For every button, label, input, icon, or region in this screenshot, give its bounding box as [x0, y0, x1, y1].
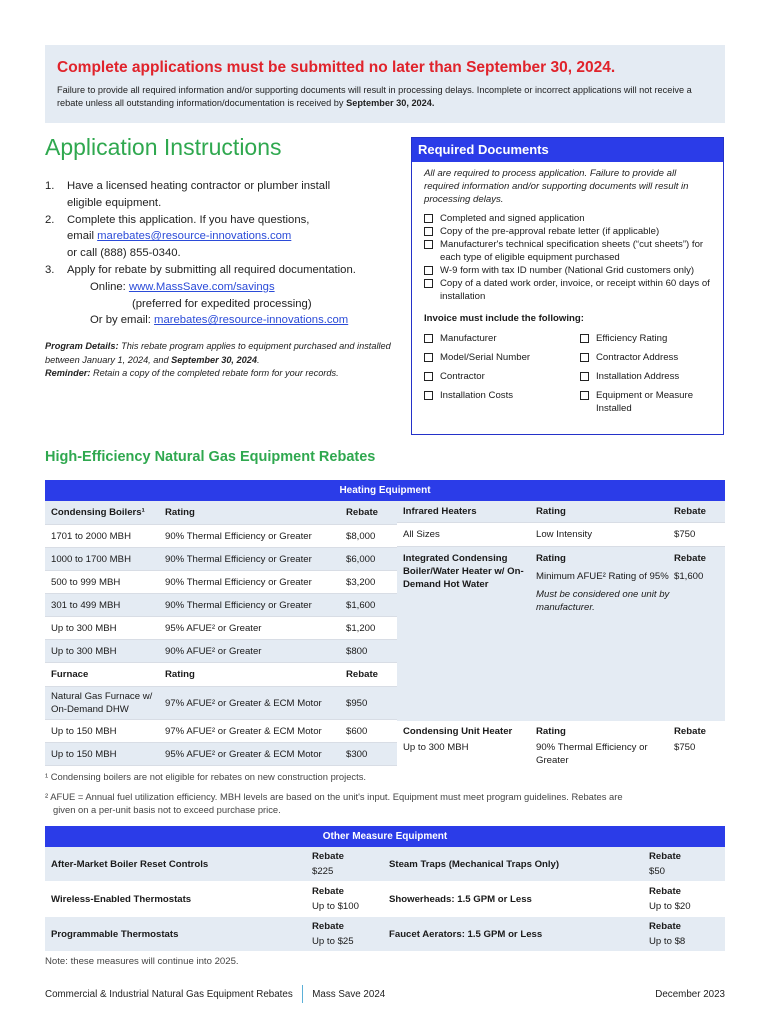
table-cell: 500 to 999 MBH [51, 576, 121, 588]
invoice-label: Equipment or Measure Installed [596, 389, 694, 414]
deadline-body-text: Failure to provide all required information and/or supporting documents will result in processing delays. Incomplete or incorrect applications will not receive a rebate unless all outstanding information/documentation is received by [57, 85, 692, 108]
rebate-label: Rebate [649, 886, 681, 897]
reminder-text: Retain a copy of the completed rebate form for your records. [90, 368, 339, 378]
checklist-label: Completed and signed application [440, 212, 585, 224]
step-1 [45, 178, 400, 195]
table-row [45, 617, 397, 640]
rebate-label: Rebate [312, 921, 344, 932]
checkbox-icon[interactable] [424, 279, 433, 288]
table-cell: Must be considered one unit by manufacturer. [536, 589, 670, 613]
table-row [45, 687, 397, 720]
column-header: Integrated Condensing Boiler/Water Heater w/ On-Demand Hot Water [403, 553, 524, 590]
measure-rebate [312, 919, 381, 949]
deadline-headline: Complete applications must be submitted no later than September 30, 2024. [57, 59, 616, 76]
checkbox-icon[interactable] [424, 240, 433, 249]
footnote-2 [45, 790, 725, 816]
invoice-checklist [412, 324, 723, 415]
checkbox-icon[interactable] [580, 353, 589, 362]
program-text: This rebate program applies to equipment purchased and installed between January 1, 2024, and [45, 341, 391, 365]
table-cell: Up to 150 MBH [51, 748, 117, 760]
invoice-label: Efficiency Rating [596, 332, 668, 344]
table-row [397, 523, 725, 547]
table-row [45, 720, 397, 743]
checkbox-icon[interactable] [580, 391, 589, 400]
checkbox-icon[interactable] [424, 372, 433, 381]
invoice-item[interactable] [580, 389, 720, 415]
table-cell: $8,000 [346, 530, 376, 542]
rebate-value: Up to $8 [649, 936, 686, 947]
table-cell: 1701 to 2000 MBH [51, 530, 132, 542]
furnace-header-row [45, 663, 397, 687]
table-cell: Up to 300 MBH [403, 742, 469, 753]
step-text: Complete this application. If you have questions, [67, 213, 310, 226]
checklist-label: W-9 form with tax ID number (National Grid customers only) [440, 264, 695, 276]
rebate-value: $50 [649, 866, 666, 877]
step-number: 3. [45, 263, 55, 276]
table-cell: Natural Gas Furnace w/ On-Demand DHW [51, 691, 153, 715]
measure-rebate [649, 919, 725, 949]
table-cell: Up to 300 MBH [51, 645, 117, 657]
table-row [45, 882, 725, 917]
rebates-section-title: High-Efficiency Natural Gas Equipment Rebates [45, 449, 376, 465]
column-header: Rating [536, 726, 566, 737]
table-cell: 95% AFUE² or Greater & ECM Motor [165, 748, 322, 760]
checkbox-icon[interactable] [424, 334, 433, 343]
table-cell: 90% Thermal Efficiency or Greater [165, 530, 312, 542]
online-prefix: Online: [90, 280, 129, 293]
column-header: Furnace [51, 669, 89, 680]
table-row [45, 847, 725, 882]
required-documents-list [412, 207, 723, 303]
column-header: Rating [536, 553, 566, 564]
table-cell: $750 [674, 742, 696, 753]
step-2 [45, 212, 400, 229]
table-cell: $600 [346, 725, 368, 737]
checklist-label: Manufacturer's technical specification sheets (“cut sheets”) for each type of eligible equipment purchased [440, 238, 704, 263]
column-header: Rebate [674, 726, 706, 737]
invoice-item[interactable] [424, 370, 580, 383]
step-number: 1. [45, 180, 55, 192]
email-prefix: Or by email: [90, 314, 155, 327]
checkbox-icon[interactable] [424, 353, 433, 362]
checklist-item[interactable] [424, 277, 711, 303]
table-row [45, 917, 725, 952]
column-header: Condensing Boilers¹ [51, 507, 145, 518]
table-cell: Up to 300 MBH [51, 622, 117, 634]
integrated-rating-cell [536, 552, 674, 721]
footer-divider [302, 985, 304, 1003]
invoice-label: Installation Address [596, 370, 680, 382]
table-cell: $800 [346, 645, 368, 657]
column-header: Rating [165, 507, 195, 518]
checkbox-icon[interactable] [424, 227, 433, 236]
table-cell: $750 [674, 529, 696, 540]
table-row [45, 548, 397, 571]
checklist-item[interactable] [424, 264, 711, 277]
checklist-label: Copy of the pre-approval rebate letter (if applicable) [440, 225, 660, 237]
table-cell: Up to 150 MBH [51, 725, 117, 737]
column-header: Rating [165, 669, 195, 680]
invoice-item[interactable] [424, 389, 580, 415]
footnote-2-line: given on a per-unit basis not to exceed purchase price. [53, 804, 281, 815]
invoice-label: Contractor Address [596, 351, 679, 363]
step-text: Apply for rebate by submitting all required documentation. [67, 263, 356, 276]
invoice-label: Manufacturer [440, 332, 497, 344]
checklist-item[interactable] [424, 238, 711, 264]
required-documents-intro: All are required to process application. Failure to provide all required information and/or supporting documents will result in processing delays. [424, 168, 689, 206]
table-cell: 1000 to 1700 MBH [51, 553, 132, 565]
step-text: eligible equipment. [67, 196, 162, 209]
table-cell: 90% Thermal Efficiency or Greater [165, 576, 312, 588]
invoice-item[interactable] [424, 332, 580, 345]
footer-program: Mass Save 2024 [312, 988, 386, 1000]
unit-heater-rebate-cell [674, 725, 725, 766]
column-header: Rebate [346, 507, 378, 518]
footer-document-title: Commercial & Industrial Natural Gas Equipment Rebates [45, 988, 293, 1000]
step-text: or call (888) 855-0340. [67, 247, 181, 260]
boiler-header-row [45, 501, 397, 525]
rebate-value: Up to $20 [649, 901, 691, 912]
table-cell: 90% Thermal Efficiency or Greater [536, 742, 648, 766]
email-link[interactable]: marebates@resource-innovations.com [154, 314, 349, 327]
unit-heater-name-cell [397, 725, 536, 766]
measure-name: Faucet Aerators: 1.5 GPM or Less [389, 928, 543, 940]
table-cell: $1,600 [346, 599, 376, 611]
integrated-boiler-block [397, 547, 725, 721]
table-cell: 90% Thermal Efficiency or Greater [165, 553, 312, 565]
table-cell: $300 [346, 748, 368, 760]
checklist-item[interactable] [424, 225, 711, 238]
checkbox-icon[interactable] [424, 214, 433, 223]
measure-rebate [312, 849, 381, 879]
table-cell: 97% AFUE² or Greater & ECM Motor [165, 697, 322, 709]
rebate-value: Up to $100 [312, 901, 359, 912]
invoice-item[interactable] [580, 351, 720, 364]
measure-rebate [649, 884, 725, 914]
online-note: (preferred for expedited processing) [132, 297, 312, 310]
measure-name: Showerheads: 1.5 GPM or Less [389, 893, 532, 905]
table-row [45, 525, 397, 548]
email-submission [45, 312, 400, 329]
unit-heater-rating-cell [536, 725, 674, 766]
rebate-label: Rebate [649, 851, 681, 862]
invoice-item[interactable] [580, 370, 720, 383]
masssave-link[interactable]: www.MassSave.com/savings [128, 280, 275, 293]
column-header: Rebate [346, 669, 378, 680]
measure-name: Wireless-Enabled Thermostats [51, 893, 192, 905]
step-text: Have a licensed heating contractor or plumber install [67, 180, 331, 192]
invoice-label: Model/Serial Number [440, 351, 531, 363]
table-row [45, 743, 397, 766]
invoice-item[interactable] [424, 351, 580, 364]
step-2-email [45, 228, 400, 245]
invoice-label: Contractor [440, 370, 485, 382]
table-cell: $6,000 [346, 553, 376, 565]
table-cell: 301 to 499 MBH [51, 599, 121, 611]
boiler-furnace-table [45, 501, 397, 766]
table-cell: $950 [346, 697, 368, 709]
table-cell: $3,200 [346, 576, 376, 588]
rebate-label: Rebate [312, 851, 344, 862]
application-instructions-title: Application Instructions [45, 134, 282, 160]
reminder-label: Reminder: [45, 368, 91, 378]
checkbox-icon[interactable] [424, 266, 433, 275]
program-details [45, 340, 400, 381]
step-number: 2. [45, 213, 55, 226]
table-cell: $1,600 [674, 571, 704, 582]
measure-name: After-Market Boiler Reset Controls [51, 858, 209, 870]
deadline-body [57, 84, 713, 109]
footnote-1: ¹ Condensing boilers are not eligible for rebates on new construction projects. [45, 771, 367, 782]
measure-name: Steam Traps (Mechanical Traps Only) [389, 858, 560, 870]
table-cell: Low Intensity [536, 529, 592, 540]
program-label: Program Details: [45, 341, 119, 351]
rebate-label: Rebate [649, 921, 681, 932]
checklist-label: Copy of a dated work order, invoice, or receipt within 60 days of installation [440, 277, 710, 302]
heating-equipment-header: Heating Equipment [45, 480, 725, 501]
table-cell: $1,200 [346, 622, 376, 634]
integrated-rebate-cell [674, 552, 725, 721]
email-link[interactable]: marebates@resource-innovations.com [97, 230, 292, 243]
table-row [45, 571, 397, 594]
rebate-value: $225 [312, 866, 334, 877]
measure-rebate [649, 849, 725, 879]
continuation-note: Note: these measures will continue into 2025. [45, 956, 239, 967]
column-header: Rating [536, 506, 566, 517]
required-documents-panel [411, 137, 724, 435]
measure-name: Programmable Thermostats [51, 928, 179, 940]
other-measure-header: Other Measure Equipment [45, 826, 725, 847]
instructions-list [45, 178, 400, 329]
table-cell: All Sizes [403, 529, 440, 540]
deadline-body-date: September 30, 2024. [346, 97, 435, 108]
checkbox-icon[interactable] [580, 372, 589, 381]
deadline-banner [45, 45, 725, 123]
measure-rebate [312, 884, 381, 914]
invoice-item[interactable] [580, 332, 720, 345]
footnote-2-line: ² AFUE = Annual fuel utilization efficiency. MBH levels are based on the unit's input. Equipment must meet program guidelines. Rebates are [45, 791, 623, 802]
table-cell: 97% AFUE² or Greater & ECM Motor [165, 725, 322, 737]
table-row [45, 594, 397, 617]
online-submission [45, 279, 400, 296]
email-prefix: email [67, 230, 98, 243]
heater-tables [397, 501, 725, 770]
page-footer [45, 984, 725, 1004]
step-3 [45, 262, 400, 279]
other-measure-table [45, 847, 725, 952]
table-cell: 95% AFUE² or Greater [165, 622, 262, 634]
infrared-header-row [397, 501, 725, 523]
column-header: Condensing Unit Heater [403, 726, 513, 737]
table-cell: 90% Thermal Efficiency or Greater [165, 599, 312, 611]
column-header: Rebate [674, 553, 706, 564]
table-row [45, 640, 397, 663]
checklist-item[interactable] [424, 212, 711, 225]
program-text-end: . [256, 354, 260, 365]
required-documents-title: Required Documents [412, 138, 723, 162]
table-cell: 90% AFUE² or Greater [165, 645, 262, 657]
rebate-value: Up to $25 [312, 936, 354, 947]
column-header: Rebate [674, 506, 706, 517]
rebate-label: Rebate [312, 886, 344, 897]
invoice-label: Installation Costs [440, 389, 514, 401]
table-cell: Minimum AFUE² Rating of 95% [536, 571, 669, 582]
checkbox-icon[interactable] [424, 391, 433, 400]
column-header: Infrared Heaters [403, 506, 477, 517]
checkbox-icon[interactable] [580, 334, 589, 343]
invoice-heading: Invoice must include the following: [424, 312, 584, 324]
footer-date: December 2023 [655, 988, 725, 1000]
unit-heater-block [397, 721, 725, 766]
program-date: September 30, 2024 [171, 354, 257, 365]
